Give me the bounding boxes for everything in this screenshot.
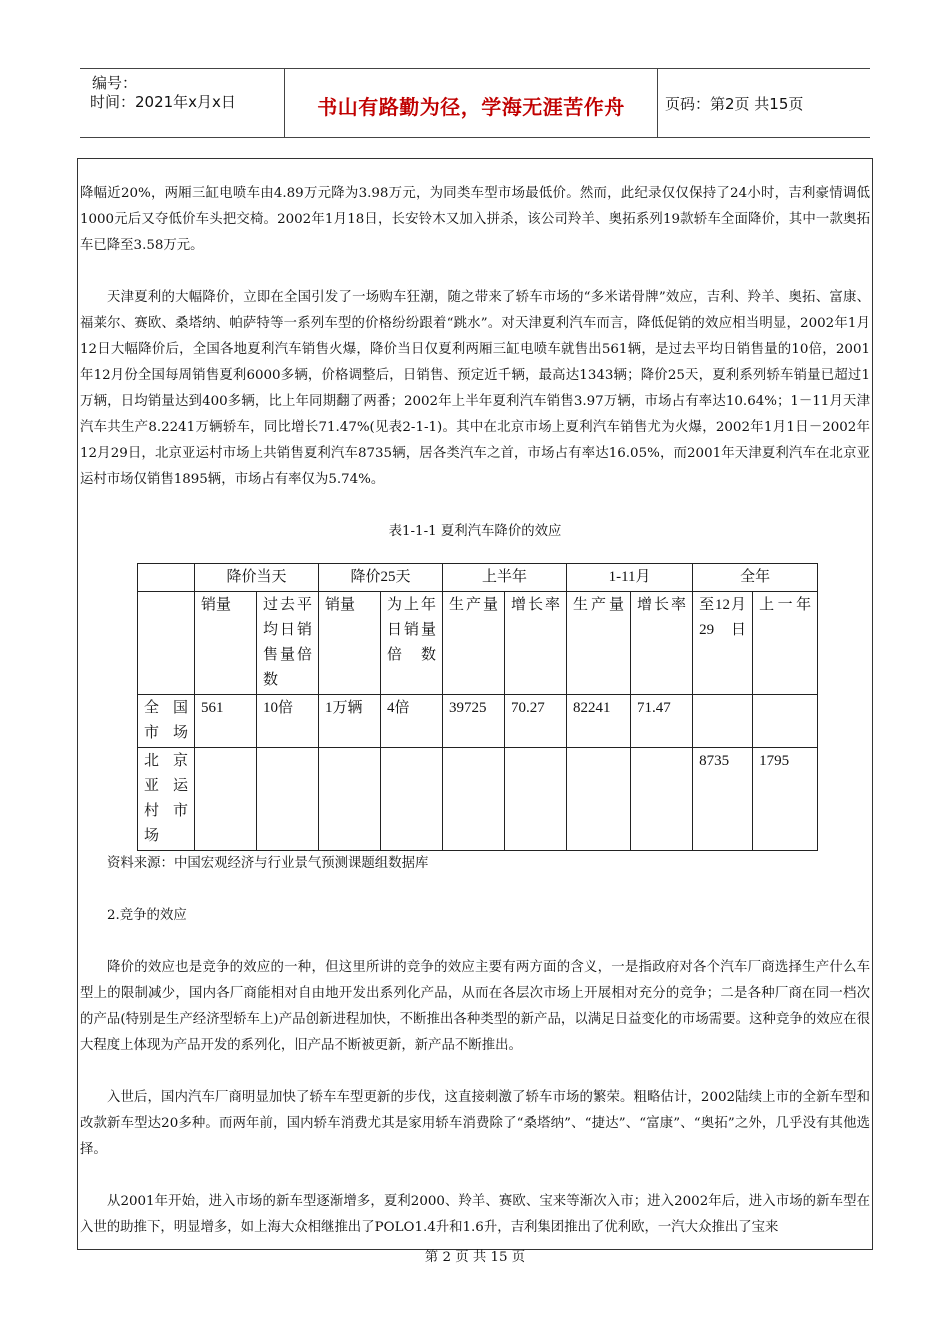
subheader-cell: 至12月29日 — [693, 592, 753, 695]
subheader-cell: 生产量 — [443, 592, 505, 695]
content-frame — [77, 158, 873, 1250]
group-header: 1-11月 — [567, 564, 693, 592]
group-header: 全年 — [693, 564, 818, 592]
table-row — [138, 695, 818, 748]
subheader-cell: 增长率 — [631, 592, 693, 695]
paragraph-3: 降价的效应也是竞争的效应的一种，但这里所讲的竞争的效应主要有两方面的含义，一是指政府对各个汽车厂商选择生产什么车型上的限制减少，国内各厂商能相对自由地开发出系列化产品，从而在各层次市场上开展相对充分的竞争；二是各种厂商在同一档次的产品(特别是生产经济型轿车上)产品创新进程加快，不断推出各种类型的新产品，以满足日益变化的市场需要。这种竞争的效应在很大程度上体现为产品开发的系列化，旧产品不断被更新，新产品不断推出。 — [80, 960, 870, 1053]
section-title: 2.竞争的效应 — [107, 908, 187, 923]
paragraph-4: 入世后，国内汽车厂商明显加快了轿车车型更新的步伐，这直接刺激了轿车市场的繁荣。粗略估计，2002陆续上市的全新车型和改款新车型达20多种。而两年前，国内轿车消费尤其是家用轿车消费除了“桑塔纳”、“捷达”、“富康”、“奥拓”之外，几乎没有其他选择。 — [80, 1090, 870, 1157]
table-cell: 1万辆 — [319, 695, 381, 748]
subheader-cell: 上一年 — [753, 592, 818, 695]
table-cell — [631, 748, 693, 851]
table-empty-cell — [138, 592, 195, 695]
table-cell — [381, 748, 443, 851]
table-cell — [443, 748, 505, 851]
page-header — [80, 68, 870, 138]
table-cell: 39725 — [443, 695, 505, 748]
subheader-cell: 增长率 — [505, 592, 567, 695]
subheader-cell: 销量 — [319, 592, 381, 695]
group-header: 降价25天 — [319, 564, 443, 592]
subheader-cell: 销量 — [195, 592, 257, 695]
table-cell: 10倍 — [257, 695, 319, 748]
paragraph-1: 降幅近20%，两厢三缸电喷车由4.89万元降为3.98万元，为同类车型市场最低价。然而，此纪录仅仅保持了24小时，吉利豪情调低1000元后又夺低价车头把交椅。2002年1月18日，长安铃木又加入拼杀，该公司羚羊、奥拓系列19款轿车全面降价，其中一款奥拓车已降至3.58万元。 — [80, 186, 870, 253]
subheader-cell: 过去平均日销售量倍数 — [257, 592, 319, 695]
table-cell: 70.27 — [505, 695, 567, 748]
xiali-price-effect-table — [137, 563, 818, 851]
motto: 书山有路勤为径，学海无涯苦作舟 — [317, 95, 625, 119]
header-left-cell — [80, 69, 285, 137]
table-cell — [505, 748, 567, 851]
paragraph-2: 天津夏利的大幅降价，立即在全国引发了一场购车狂潮，随之带来了轿车市场的“多米诺骨牌”效应，吉利、羚羊、奥拓、富康、福莱尔、赛欧、桑塔纳、帕萨特等一系列车型的价格纷纷跟着“跳水”。对天津夏利汽车而言，降低促销的效应相当明显，2002年1月12日大幅降价后，全国各地夏利汽车销售火爆，降价当日仅夏利两厢三缸电喷车就售出561辆，是过去平均日销售量的10倍，2001年12月份全国每周销售夏利6000多辆，价格调整后，日销售、预定近千辆，最高达1343辆；降价25天，夏利系列轿车销量已超过1万辆，日均销量达到400多辆，比上年同期翻了两番；2002年上半年夏利汽车销售3.97万辆，市场占有率达10.64%；1－11月天津汽车共生产8.2241万辆轿车，同比增长71.47%(见表2-1-1)。其中在北京市场上夏利汽车销售尤为火爆，2002年1月1日－2002年12月29日，北京亚运村市场上共销售夏利汽车8735辆，居各类汽车之首，市场占有率达16.05%，而2001年天津夏利汽车在北京亚运村市场仅销售1895辆，市场占有率仅为5.74%。 — [80, 290, 870, 487]
table-source: 资料来源：中国宏观经济与行业景气预测课题组数据库 — [107, 856, 429, 871]
group-header: 降价当天 — [195, 564, 319, 592]
table-caption: 表1-1-1 夏利汽车降价的效应 — [388, 524, 562, 539]
number-label: 编号： — [92, 74, 138, 92]
table-cell — [693, 695, 753, 748]
table-row — [138, 748, 818, 851]
paragraph-5: 从2001年开始，进入市场的新车型逐渐增多，夏利2000、羚羊、赛欧、宝来等渐次入市；进入2002年后，进入市场的新车型在入世的助推下，明显增多，如上海大众相继推出了POLO1.4升和1.6升，吉利集团推出了优利欧，一汽大众推出了宝来 — [80, 1194, 870, 1235]
header-motto-cell — [285, 69, 658, 137]
group-header: 上半年 — [443, 564, 567, 592]
table-cell: 1795 — [753, 748, 818, 851]
table-cell: 71.47 — [631, 695, 693, 748]
page-footer: 第 2 页 共 15 页 — [424, 1250, 526, 1265]
table-group-row — [138, 564, 818, 592]
table-cell: 4倍 — [381, 695, 443, 748]
table-cell — [257, 748, 319, 851]
table-cell — [319, 748, 381, 851]
table-cell — [753, 695, 818, 748]
table-corner-cell — [138, 564, 195, 592]
table-cell: 82241 — [567, 695, 631, 748]
time-label: 时间：2021年x月x日 — [90, 93, 236, 111]
document-body — [80, 181, 870, 1241]
table-cell — [567, 748, 631, 851]
page-number-label: 页码：第2页 共15页 — [665, 95, 804, 113]
subheader-cell: 为上年日销量倍数 — [381, 592, 443, 695]
table-cell: 561 — [195, 695, 257, 748]
table-subheader-row — [138, 592, 818, 695]
row-label: 北京亚运村市场 — [138, 748, 195, 851]
table-cell: 8735 — [693, 748, 753, 851]
subheader-cell: 生产量 — [567, 592, 631, 695]
row-label: 全国市场 — [138, 695, 195, 748]
table-cell — [195, 748, 257, 851]
